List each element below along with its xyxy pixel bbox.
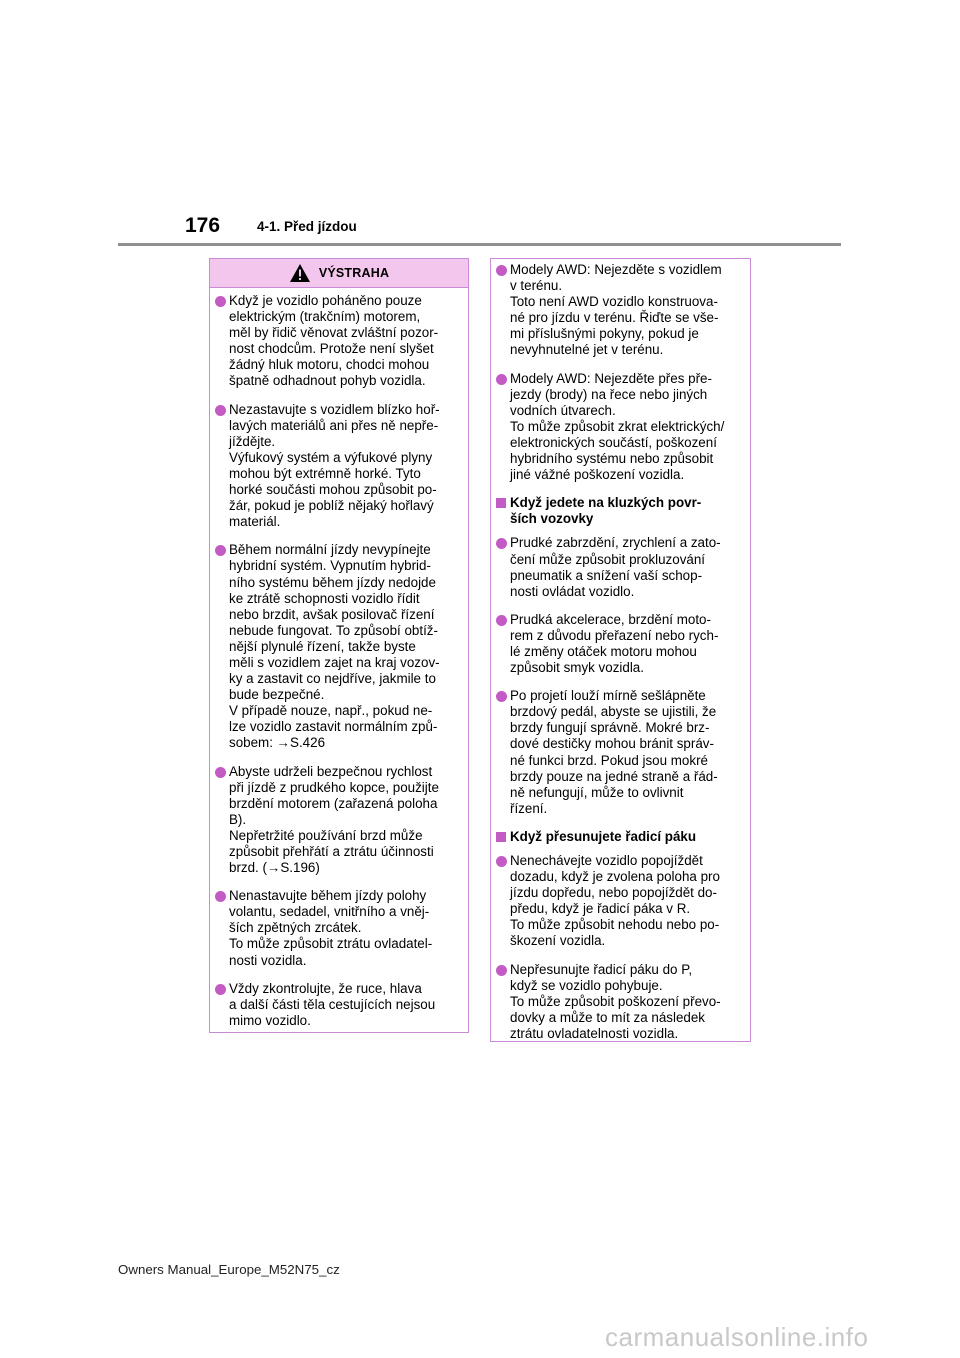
bullet-icon: [496, 615, 507, 626]
bullet-icon: [215, 984, 226, 995]
page-number: 176: [185, 214, 221, 237]
bullet-icon: [215, 296, 226, 307]
subheading-slippery-roads: [496, 495, 744, 527]
bullet-icon: [496, 965, 507, 976]
subheading-text: Když přesunujete řadicí páku: [510, 828, 697, 844]
square-bullet-icon: [496, 498, 506, 508]
bullet-icon: [496, 265, 507, 276]
bullet-icon: [215, 545, 226, 556]
header-rule: [118, 243, 841, 246]
bullet-icon: [496, 691, 507, 702]
bullet-icon: [496, 538, 507, 549]
list-item-text: Vždy zkontrolujte, že ruce, hlava a další části těla cestujících nejsou mimo vozidlo.: [229, 980, 436, 1028]
list-item: [215, 293, 462, 390]
list-item: [215, 402, 462, 531]
list-item: [496, 962, 744, 1042]
list-item-text: Když je vozidlo poháněno pouze elektrickým (trakčním) motorem, měl by řidič věnovat zvláštní pozor- nost chodcům. Protože není slyšet žádný hluk motoru, chodci mohou špatně odhadnout pohyb vozidla.: [229, 293, 439, 389]
list-item: [496, 612, 744, 676]
bullet-icon: [215, 767, 226, 778]
subheading-shift-lever: [496, 829, 744, 845]
warning-box-left: [209, 258, 469, 1033]
list-item-text: Během normální jízdy nevypínejte hybridní systém. Vypnutím hybrid- ního systému během jízdy nedojde ke ztrátě schopnosti vozidlo řídit nebo brzdit, avšak posilovač řízení nebude fungovat. To způsobí obtíž- nější plynulé řízení, takže byste měli s vozidlem zajet na kraj vozov- ky a zastavit co nejdříve, jakmile to bude bezpečné. V případě nouze, např., pokud ne- lze vozidlo zastavit normálním způ- sobem: →S.426: [229, 542, 440, 751]
list-item-text: Nezastavujte s vozidlem blízko hoř- lavých materiálů ani přes ně nepře- jíždějte. Výfukový systém a výfukové plyny mohou být extrémně horké. Tyto horké součásti mohou způsobit po- žár, pokud je poblíž nějaký hořlavý materiál.: [229, 401, 440, 530]
warning-box-right: [490, 258, 751, 1042]
bullet-icon: [496, 374, 507, 385]
bullet-icon: [496, 856, 507, 867]
warning-title: VÝSTRAHA: [318, 266, 390, 280]
list-item: [215, 542, 462, 751]
list-item-text: Prudké zabrzdění, zrychlení a zato- čení může způsobit prokluzování pneumatik a snížení vaší schop- nosti ovládat vozidlo.: [510, 535, 721, 599]
warning-triangle-icon: [289, 263, 311, 283]
subheading-text: Když jedete na kluzkých povr- ších vozovky: [510, 495, 702, 527]
bullet-icon: [215, 891, 226, 902]
square-bullet-icon: [496, 832, 506, 842]
list-item-text: Abyste udrželi bezpečnou rychlost při jízdě z prudkého kopce, použijte brzdění motorem (zařazená poloha B). Nepřetržité používání brzd může způsobit přehřátí a ztrátu účinnosti brzd. (→S.196): [229, 763, 439, 876]
list-item: [496, 371, 744, 484]
list-item-text: Nenechávejte vozidlo popojíždět dozadu, když je zvolena poloha pro jízdu dopředu, nebo popojíždět do- předu, když je řadicí páka v R. To může způsobit nehodu nebo po- škození vozidla.: [510, 853, 720, 949]
bullet-icon: [215, 405, 226, 416]
footer-text: Owners Manual_Europe_M52N75_cz: [118, 1262, 340, 1277]
list-item-text: Modely AWD: Nejezděte s vozidlem v terénu. Toto není AWD vozidlo konstruova- né pro jízdu v terénu. Řiďte se vše- mi příslušnými pokyny, pokud je nevyhnutelné jet v terénu.: [510, 262, 722, 358]
list-item: [496, 688, 744, 817]
list-item-text: Modely AWD: Nejezděte přes pře- jezdy (brody) na řece nebo jiných vodních útvarech. To může způsobit zkrat elektrických/ elektronických součástí, poškození hybridního systému nebo způsobit jiné vážné poškození vozidla.: [510, 370, 725, 483]
list-item: [496, 262, 744, 359]
list-item-text: Po projetí louží mírně sešlápněte brzdový pedál, abyste se ujistili, že brzdy fungují správně. Mokré brz- dové destičky mohou bránit správ- né funkci brzd. Pokud jsou mokré brzdy pouze na jedné straně a řád- ně nefungují, může to ovlivnit řízení.: [510, 688, 718, 816]
list-item-text: Nepřesunujte řadicí páku do P, když se vozidlo pohybuje. To může způsobit poškození převo- dovky a může to mít za následek ztrátu ovladatelnosti vozidla.: [510, 961, 721, 1041]
list-item: [496, 853, 744, 950]
section-title: 4-1. Před jízdou: [257, 219, 357, 234]
list-item-text: Prudká akcelerace, brzdění moto- rem z důvodu přeřazení nebo rych- lé změny otáček motoru mohou způsobit smyk vozidla.: [510, 611, 719, 676]
watermark: carmanualsonline.info: [605, 1322, 869, 1352]
list-item: [215, 888, 462, 968]
list-item: [215, 764, 462, 877]
warning-header: [210, 259, 468, 288]
list-item: [496, 535, 744, 599]
list-item: [215, 981, 462, 1029]
list-item-text: Nenastavujte během jízdy polohy volantu, sedadel, vnitřního a vněj- ších zpětných zrcátek. To může způsobit ztrátu ovladatel- nosti vozidla.: [229, 888, 433, 968]
